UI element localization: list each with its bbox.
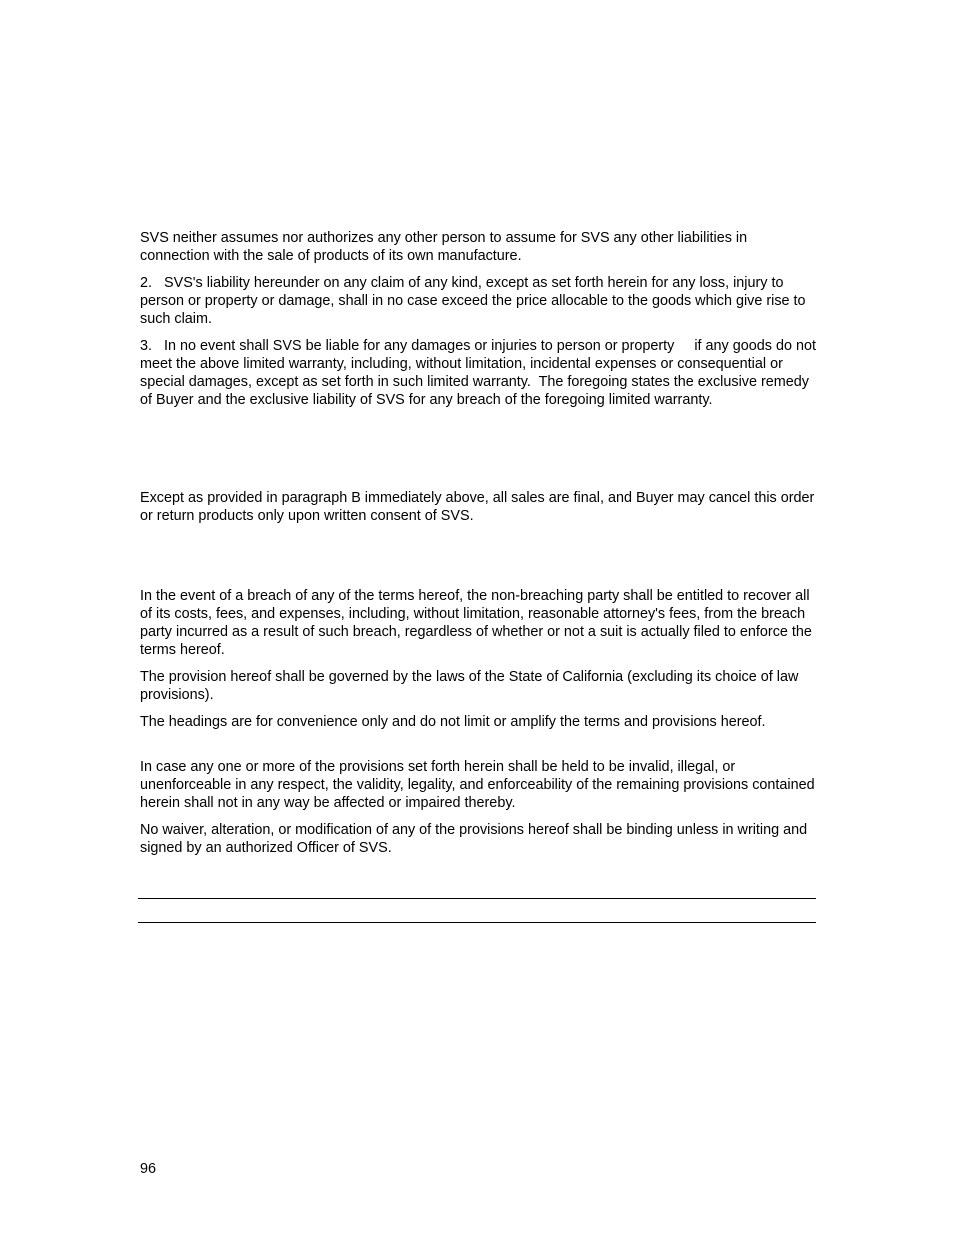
horizontal-rule-top	[138, 898, 816, 899]
paragraph-sales-final: Except as provided in paragraph B immediately above, all sales are final, and Buyer may cancel this order or return products only upon written consent of SVS.	[140, 490, 819, 524]
paragraph-severability: In case any one or more of the provisions set forth herein shall be held to be invalid, illegal, or unenforceable in any respect, the validity, legality, and enforceability of the remaining provisions contained herein shall not in any way be affected or impaired thereby.	[140, 759, 819, 811]
paragraph-liabilities-assumption: SVS neither assumes nor authorizes any other person to assume for SVS any other liabilities in connection with the sale of products of its own manufacture.	[140, 230, 752, 264]
paragraph-headings: The headings are for convenience only and do not limit or amplify the terms and provisions hereof.	[140, 714, 766, 730]
paragraph-liability-limit: 2. SVS's liability hereunder on any claim of any kind, except as set forth herein for any loss, injury to person or property or damage, shall in no case exceed the price allocable to the goods which give rise to such claim.	[140, 275, 810, 327]
paragraph-governing-law: The provision hereof shall be governed by the laws of the State of California (excluding its choice of law provisions).	[140, 669, 803, 703]
paragraph-waiver: No waiver, alteration, or modification of any of the provisions hereof shall be binding unless in writing and signed by an authorized Officer of SVS.	[140, 822, 812, 856]
paragraph-no-damages: 3. In no event shall SVS be liable for any damages or injuries to person or property if any goods do not meet the above limited warranty, including, without limitation, incidental expenses or consequential or special damages, except as set forth in such limited warranty. The foregoing states the exclusive remedy of Buyer and the exclusive liability of SVS for any breach of the foregoing limited warranty.	[140, 338, 820, 408]
paragraph-breach-costs: In the event of a breach of any of the terms hereof, the non-breaching party shall be entitled to recover all of its costs, fees, and expenses, including, without limitation, reasonable attorney's fees, from the breach party incurred as a result of such breach, regardless of whether or not a suit is actually filed to enforce the terms hereof.	[140, 588, 816, 658]
horizontal-rule-bottom	[138, 922, 816, 923]
page-number: 96	[140, 1161, 157, 1177]
